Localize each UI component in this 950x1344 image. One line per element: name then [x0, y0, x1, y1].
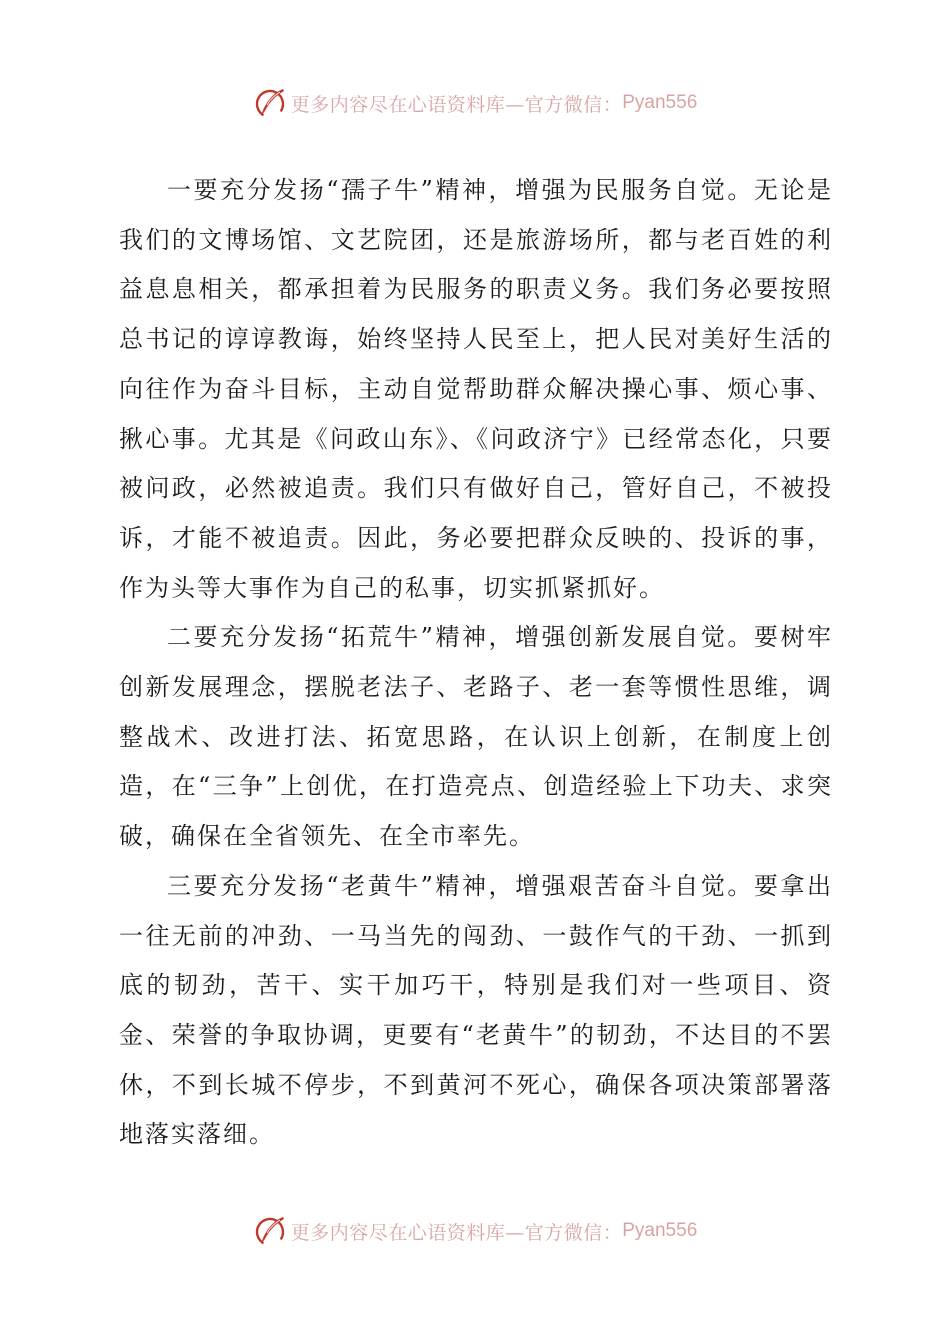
document-body [119, 166, 833, 1160]
paragraph-1: 一要充分发扬“孺子牛”精神，增强为民服务自觉。无论是我们的文博场馆、文艺院团，还是旅游场所，都与老百姓的利益息息相关，都承担着为民服务的职责义务。我们务必要按照总书记的谆谆教诲，始终坚持人民至上，把人民对美好生活的向往作为奋斗目标，主动自觉帮助群众解决操心事、烦心事、揪心事。尤其是《问政山东》、《问政济宁》已经常态化，只要被问政，必然被追责。我们只有做好自己，管好自己，不被投诉，才能不被追责。因此，务必要把群众反映的、投诉的事，作为头等大事作为自己的私事，切实抓紧抓好。 [119, 176, 833, 602]
paragraph-3: 三要充分发扬“老黄牛”精神，增强艰苦奋斗自觉。要拿出一往无前的冲劲、一马当先的闯劲、一鼓作气的干劲、一抓到底的韧劲，苦干、实干加巧干，特别是我们对一些项目、资金、荣誉的争取协调，更要有“老黄牛”的韧劲，不达目的不罢休，不到长城不停步，不到黄河不死心，确保各项决策部署落地落实落细。 [119, 871, 833, 1149]
watermark-text: 更多内容尽在心语资料库—官方微信： [290, 1221, 623, 1244]
watermark-handle: Pyan556 [622, 1220, 698, 1241]
watermark-text: 更多内容尽在心语资料库—官方微信： [290, 93, 623, 116]
paragraph-2: 二要充分发扬“拓荒牛”精神，增强创新发展自觉。要树牢创新发展理念，摆脱老法子、老路子、老一套等惯性思维，调整战术、改进打法、拓宽思路，在认识上创新，在制度上创造，在“三争”上创优，在打造亮点、创造经验上下功夫、求突破，确保在全省领先、在全市率先。 [119, 623, 833, 851]
footer-watermark [0, 1211, 950, 1251]
quill-logo-icon [253, 86, 287, 120]
watermark-handle: Pyan556 [622, 92, 698, 113]
quill-logo-icon [253, 1214, 287, 1248]
header-watermark [0, 83, 950, 123]
